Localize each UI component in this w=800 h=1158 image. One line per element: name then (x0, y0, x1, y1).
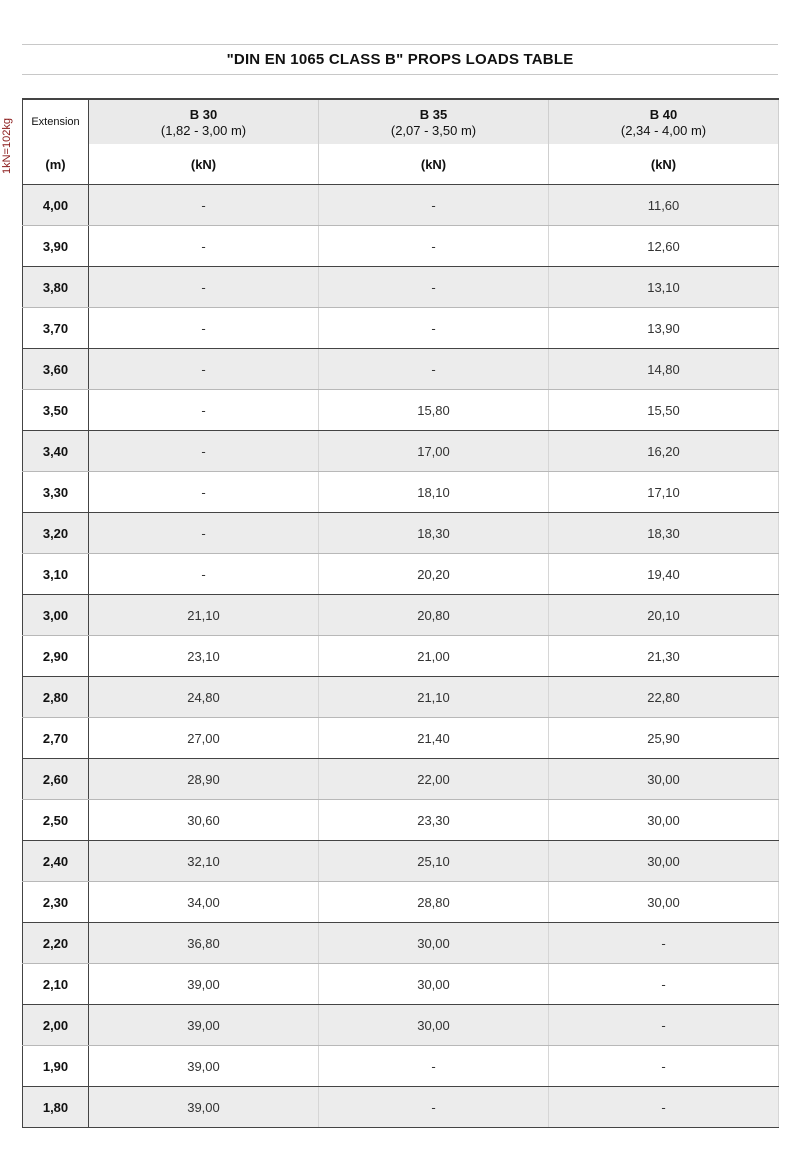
table-row (23, 759, 779, 800)
b35-load-cell: 30,00 (319, 1005, 549, 1046)
extension-header: Extension (23, 99, 89, 144)
b40-load-cell: 18,30 (549, 513, 779, 554)
b35-load-cell: - (319, 267, 549, 308)
b35-load-cell: 25,10 (319, 841, 549, 882)
b35-load-cell: 28,80 (319, 882, 549, 923)
b40-load-cell: - (549, 1046, 779, 1087)
table-row (23, 1005, 779, 1046)
loads-table (22, 98, 779, 1128)
extension-cell: 4,00 (23, 185, 89, 226)
b30-load-cell: 23,10 (89, 636, 319, 677)
table-row (23, 349, 779, 390)
title-bottom-rule (22, 74, 778, 75)
b30-load-cell: - (89, 390, 319, 431)
b35-load-cell: 20,20 (319, 554, 549, 595)
b35-load-cell: 23,30 (319, 800, 549, 841)
extension-cell: 3,60 (23, 349, 89, 390)
b30-load-cell: 32,10 (89, 841, 319, 882)
table-row (23, 1087, 779, 1128)
table-row (23, 185, 779, 226)
b40-load-cell: - (549, 964, 779, 1005)
b35-load-cell: 30,00 (319, 923, 549, 964)
extension-cell: 3,30 (23, 472, 89, 513)
b40-load-cell: 19,40 (549, 554, 779, 595)
b30-load-cell: - (89, 554, 319, 595)
b40-load-cell: 30,00 (549, 882, 779, 923)
b35-load-cell: - (319, 349, 549, 390)
extension-cell: 2,70 (23, 718, 89, 759)
extension-cell: 2,00 (23, 1005, 89, 1046)
b30-load-cell: 36,80 (89, 923, 319, 964)
b30-load-cell: 28,90 (89, 759, 319, 800)
b30-load-cell: - (89, 472, 319, 513)
extension-cell: 2,60 (23, 759, 89, 800)
table-row (23, 226, 779, 267)
b40-load-cell: 20,10 (549, 595, 779, 636)
b30-load-cell: - (89, 185, 319, 226)
b30-load-cell: 30,60 (89, 800, 319, 841)
b30-load-cell: - (89, 308, 319, 349)
model-name: B 30 (189, 106, 218, 122)
extension-cell: 1,80 (23, 1087, 89, 1128)
table-row (23, 554, 779, 595)
column-header-b30 (89, 99, 319, 144)
column-header-b35 (319, 99, 549, 144)
table-row (23, 718, 779, 759)
b30-load-cell: 34,00 (89, 882, 319, 923)
b35-load-cell: 18,30 (319, 513, 549, 554)
table-row (23, 636, 779, 677)
extension-cell: 2,20 (23, 923, 89, 964)
b30-load-cell: 39,00 (89, 1087, 319, 1128)
extension-cell: 2,10 (23, 964, 89, 1005)
header-row-units (23, 144, 779, 185)
table-row (23, 1046, 779, 1087)
extension-cell: 2,40 (23, 841, 89, 882)
b35-load-cell: - (319, 1046, 549, 1087)
b35-load-cell: - (319, 226, 549, 267)
b40-load-cell: 15,50 (549, 390, 779, 431)
table-row (23, 841, 779, 882)
title-top-rule (22, 44, 778, 45)
model-name: B 40 (649, 106, 678, 122)
table-row (23, 308, 779, 349)
b30-load-cell: 24,80 (89, 677, 319, 718)
b40-load-cell: 25,90 (549, 718, 779, 759)
b40-load-cell: 30,00 (549, 841, 779, 882)
b30-load-cell: 27,00 (89, 718, 319, 759)
extension-cell: 3,90 (23, 226, 89, 267)
table-row (23, 677, 779, 718)
unit-load-b35: (kN) (319, 144, 549, 185)
extension-cell: 3,70 (23, 308, 89, 349)
extension-cell: 3,10 (23, 554, 89, 595)
extension-cell: 3,50 (23, 390, 89, 431)
b40-load-cell: - (549, 1087, 779, 1128)
model-range: (2,07 - 3,50 m) (390, 122, 477, 138)
b30-load-cell: - (89, 431, 319, 472)
b30-load-cell: 39,00 (89, 1005, 319, 1046)
b40-load-cell: - (549, 923, 779, 964)
b30-load-cell: - (89, 226, 319, 267)
unit-load-b30: (kN) (89, 144, 319, 185)
b40-load-cell: 30,00 (549, 800, 779, 841)
table-row (23, 595, 779, 636)
b30-load-cell: - (89, 513, 319, 554)
extension-cell: 3,00 (23, 595, 89, 636)
b40-load-cell: 30,00 (549, 759, 779, 800)
unit-conversion-note: 1kN=102kg (1, 118, 13, 174)
model-name: B 35 (419, 106, 448, 122)
header-row-models (23, 99, 779, 144)
extension-cell: 2,80 (23, 677, 89, 718)
b35-load-cell: 20,80 (319, 595, 549, 636)
b40-load-cell: 22,80 (549, 677, 779, 718)
b40-load-cell: 13,90 (549, 308, 779, 349)
table-row (23, 923, 779, 964)
extension-cell: 2,30 (23, 882, 89, 923)
table-row (23, 800, 779, 841)
table-row (23, 964, 779, 1005)
b35-load-cell: - (319, 185, 549, 226)
b30-load-cell: - (89, 349, 319, 390)
table-row (23, 882, 779, 923)
b35-load-cell: - (319, 308, 549, 349)
extension-cell: 3,80 (23, 267, 89, 308)
b35-load-cell: 30,00 (319, 964, 549, 1005)
extension-cell: 2,90 (23, 636, 89, 677)
b35-load-cell: 17,00 (319, 431, 549, 472)
table-row (23, 431, 779, 472)
extension-cell: 3,40 (23, 431, 89, 472)
extension-cell: 3,20 (23, 513, 89, 554)
model-range: (2,34 - 4,00 m) (620, 122, 707, 138)
table-row (23, 390, 779, 431)
b30-load-cell: - (89, 267, 319, 308)
b40-load-cell: 21,30 (549, 636, 779, 677)
table-row (23, 513, 779, 554)
extension-cell: 1,90 (23, 1046, 89, 1087)
b40-load-cell: 16,20 (549, 431, 779, 472)
b40-load-cell: - (549, 1005, 779, 1046)
b30-load-cell: 39,00 (89, 1046, 319, 1087)
table-body (23, 185, 779, 1128)
b40-load-cell: 12,60 (549, 226, 779, 267)
model-range: (1,82 - 3,00 m) (160, 122, 247, 138)
column-header-b40 (549, 99, 779, 144)
table-row (23, 267, 779, 308)
extension-cell: 2,50 (23, 800, 89, 841)
b35-load-cell: 18,10 (319, 472, 549, 513)
page-title: "DIN EN 1065 CLASS B" PROPS LOADS TABLE (226, 51, 574, 68)
b35-load-cell: 21,10 (319, 677, 549, 718)
b30-load-cell: 39,00 (89, 964, 319, 1005)
b40-load-cell: 14,80 (549, 349, 779, 390)
b35-load-cell: 21,00 (319, 636, 549, 677)
b35-load-cell: 21,40 (319, 718, 549, 759)
b35-load-cell: 15,80 (319, 390, 549, 431)
b40-load-cell: 17,10 (549, 472, 779, 513)
b40-load-cell: 13,10 (549, 267, 779, 308)
b40-load-cell: 11,60 (549, 185, 779, 226)
b30-load-cell: 21,10 (89, 595, 319, 636)
unit-load-b40: (kN) (549, 144, 779, 185)
unit-extension: (m) (23, 144, 89, 185)
b35-load-cell: - (319, 1087, 549, 1128)
b35-load-cell: 22,00 (319, 759, 549, 800)
table-row (23, 472, 779, 513)
